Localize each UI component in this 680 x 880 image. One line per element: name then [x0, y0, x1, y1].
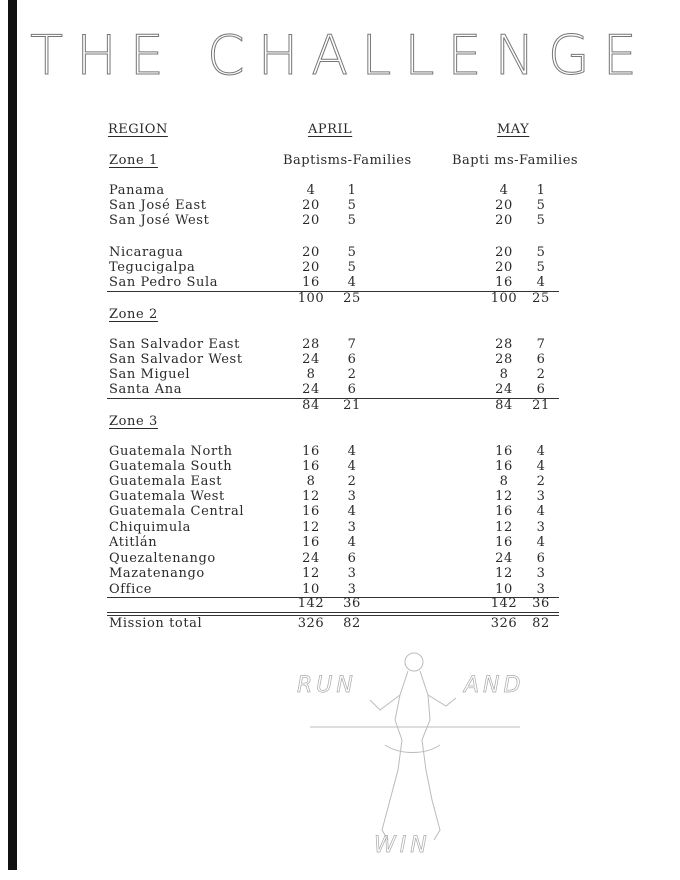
april-families: 4 — [347, 535, 357, 550]
may-baptisms: 12 — [495, 489, 513, 504]
region-name: Guatemala West — [109, 489, 225, 504]
region-name: Guatemala Central — [109, 504, 245, 519]
april-baptisms: 16 — [302, 459, 320, 474]
table-row — [0, 459, 680, 475]
may-families: 2 — [536, 367, 546, 382]
may-baptisms: 4 — [499, 183, 509, 198]
april-baptisms-grand-total: 326 — [297, 616, 325, 631]
region-name: Quezaltenango — [109, 551, 216, 566]
table-row — [0, 260, 680, 276]
table-row — [0, 551, 680, 567]
april-families: 4 — [347, 275, 357, 290]
april-families: 3 — [347, 489, 357, 504]
may-baptisms: 16 — [495, 275, 513, 290]
page-title: THE CHALLENGE — [30, 24, 650, 87]
may-families: 7 — [536, 337, 546, 352]
may-families: 6 — [536, 352, 546, 367]
may-families: 2 — [536, 474, 546, 489]
april-baptisms: 20 — [302, 245, 320, 260]
region-name: Office — [109, 582, 153, 597]
may-baptisms-total: 100 — [490, 291, 518, 306]
may-families: 4 — [536, 459, 546, 474]
region-name: Atitlán — [109, 535, 158, 550]
april-baptisms: 24 — [302, 382, 320, 397]
april-baptisms: 10 — [302, 582, 320, 597]
may-families: 4 — [536, 535, 546, 550]
region-name: Guatemala East — [109, 474, 223, 489]
april-families: 4 — [347, 459, 357, 474]
region-name: Tegucigalpa — [109, 260, 196, 275]
may-baptisms: 24 — [495, 382, 513, 397]
may-baptisms: 20 — [495, 260, 513, 275]
april-families: 1 — [347, 183, 357, 198]
april-families: 6 — [347, 382, 357, 397]
april-families: 6 — [347, 551, 357, 566]
may-families: 4 — [536, 444, 546, 459]
may-families: 3 — [536, 489, 546, 504]
may-baptisms: 24 — [495, 551, 513, 566]
region-name: Santa Ana — [109, 382, 183, 397]
april-baptisms: 16 — [302, 535, 320, 550]
table-row — [0, 444, 680, 460]
april-subheader: Baptisms-Families — [283, 153, 412, 168]
april-families: 5 — [347, 213, 357, 228]
april-baptisms: 20 — [302, 198, 320, 213]
may-baptisms: 16 — [495, 535, 513, 550]
may-baptisms: 16 — [495, 504, 513, 519]
may-baptisms: 28 — [495, 352, 513, 367]
may-families: 4 — [536, 504, 546, 519]
may-baptisms-grand-total: 326 — [490, 616, 518, 631]
may-baptisms: 8 — [499, 474, 509, 489]
april-families: 4 — [347, 504, 357, 519]
may-families-total: 25 — [532, 291, 550, 306]
may-families: 3 — [536, 520, 546, 535]
april-families: 6 — [347, 352, 357, 367]
zone-1-label: Zone 1 — [109, 153, 158, 168]
april-families: 5 — [347, 245, 357, 260]
table-row — [0, 352, 680, 368]
grand-total-rule-top — [107, 612, 559, 613]
april-families: 2 — [347, 474, 357, 489]
may-header: MAY — [497, 122, 530, 137]
may-subheader: Bapti ms-Families — [452, 153, 579, 168]
region-name: San Salvador West — [109, 352, 243, 367]
may-families: 5 — [536, 245, 546, 260]
region-name: San José East — [109, 198, 207, 213]
april-baptisms: 12 — [302, 489, 320, 504]
sketch-word-win: WIN — [374, 833, 431, 858]
april-baptisms: 16 — [302, 275, 320, 290]
april-families-total: 36 — [343, 596, 361, 611]
april-baptisms: 20 — [302, 260, 320, 275]
april-baptisms-total: 100 — [297, 291, 325, 306]
zone-total-row — [0, 291, 680, 307]
table-row — [0, 337, 680, 353]
may-baptisms: 16 — [495, 459, 513, 474]
may-families: 3 — [536, 566, 546, 581]
april-families: 3 — [347, 566, 357, 581]
region-name: Guatemala South — [109, 459, 233, 474]
table-row — [0, 275, 680, 291]
region-header: REGION — [108, 122, 168, 137]
april-baptisms: 8 — [306, 474, 316, 489]
may-baptisms: 10 — [495, 582, 513, 597]
may-families: 6 — [536, 551, 546, 566]
april-header: APRIL — [308, 122, 353, 137]
may-families: 5 — [536, 213, 546, 228]
april-baptisms-total: 142 — [297, 596, 325, 611]
zone-2-label: Zone 2 — [109, 307, 158, 322]
region-name: Panama — [109, 183, 165, 198]
may-families: 1 — [536, 183, 546, 198]
april-baptisms: 12 — [302, 566, 320, 581]
region-name: Chiquimula — [109, 520, 191, 535]
may-baptisms: 20 — [495, 213, 513, 228]
table-row — [0, 566, 680, 582]
april-families-total: 21 — [343, 398, 361, 413]
region-name: San Pedro Sula — [109, 275, 219, 290]
may-baptisms: 8 — [499, 367, 509, 382]
may-families: 4 — [536, 275, 546, 290]
may-baptisms: 16 — [495, 444, 513, 459]
may-baptisms: 20 — [495, 245, 513, 260]
region-name: San José West — [109, 213, 210, 228]
mission-total-label: Mission total — [109, 616, 203, 631]
may-families-total: 21 — [532, 398, 550, 413]
zone-total-row — [0, 596, 680, 612]
region-name: Mazatenango — [109, 566, 205, 581]
region-name: San Salvador East — [109, 337, 240, 352]
april-baptisms: 16 — [302, 444, 320, 459]
table-row — [0, 535, 680, 551]
may-families-total: 36 — [532, 596, 550, 611]
may-families: 5 — [536, 198, 546, 213]
april-families: 7 — [347, 337, 357, 352]
april-families-grand-total: 82 — [343, 616, 361, 631]
april-families: 2 — [347, 367, 357, 382]
sketch-word-and: AND — [464, 673, 525, 698]
april-baptisms: 28 — [302, 337, 320, 352]
table-row — [0, 198, 680, 214]
may-baptisms: 28 — [495, 337, 513, 352]
april-families: 3 — [347, 520, 357, 535]
april-baptisms: 4 — [306, 183, 316, 198]
table-row — [0, 213, 680, 229]
april-families: 4 — [347, 444, 357, 459]
table-row — [0, 382, 680, 398]
may-baptisms-total: 84 — [495, 398, 513, 413]
table-row — [0, 367, 680, 383]
table-row — [0, 183, 680, 199]
region-name: Nicaragua — [109, 245, 184, 260]
april-families: 5 — [347, 260, 357, 275]
april-baptisms: 8 — [306, 367, 316, 382]
may-families: 5 — [536, 260, 546, 275]
region-name: San Miguel — [109, 367, 191, 382]
may-baptisms: 12 — [495, 566, 513, 581]
zone-3-label: Zone 3 — [109, 414, 158, 429]
table-row — [0, 489, 680, 505]
mission-total-row — [0, 616, 680, 632]
region-name: Guatemala North — [109, 444, 233, 459]
may-families-grand-total: 82 — [532, 616, 550, 631]
april-baptisms: 16 — [302, 504, 320, 519]
may-families: 3 — [536, 582, 546, 597]
may-families: 6 — [536, 382, 546, 397]
table-row — [0, 520, 680, 536]
april-baptisms: 20 — [302, 213, 320, 228]
april-baptisms: 24 — [302, 352, 320, 367]
zone-total-row — [0, 398, 680, 414]
table-row — [0, 504, 680, 520]
may-baptisms-total: 142 — [490, 596, 518, 611]
may-baptisms: 20 — [495, 198, 513, 213]
sketch-word-run: RUN — [297, 673, 357, 698]
table-row — [0, 245, 680, 261]
april-baptisms: 12 — [302, 520, 320, 535]
april-baptisms: 24 — [302, 551, 320, 566]
binding-strip — [8, 0, 17, 870]
april-families: 3 — [347, 582, 357, 597]
may-baptisms: 12 — [495, 520, 513, 535]
april-families: 5 — [347, 198, 357, 213]
table-row — [0, 474, 680, 490]
april-baptisms-total: 84 — [302, 398, 320, 413]
april-families-total: 25 — [343, 291, 361, 306]
